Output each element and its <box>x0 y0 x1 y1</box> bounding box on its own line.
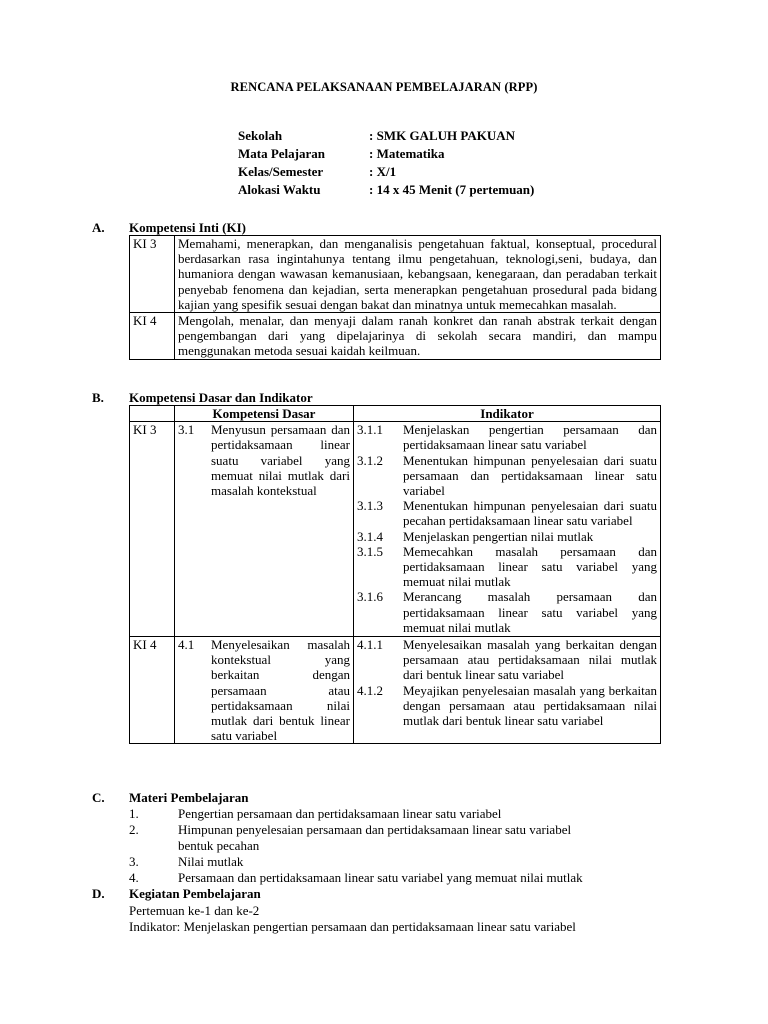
indicator-text: Memecahkan masalah persamaan dan pertidaksamaan linear satu variabel yang memuat nilai mutlak <box>403 543 657 590</box>
section-title: Materi Pembelajaran <box>129 790 249 805</box>
indicator-cell <box>354 422 661 637</box>
info-label: Kelas/Semester <box>238 164 324 179</box>
section-letter: B. <box>92 390 104 405</box>
section-title: Kompetensi Dasar dan Indikator <box>129 390 313 405</box>
header-empty <box>130 406 175 422</box>
kd-cell <box>175 637 354 744</box>
indicator-item <box>357 529 657 544</box>
indicator-text: Merancang masalah persamaan dan pertidaksamaan linear satu variabel yang memuat nilai mutlak <box>403 589 657 635</box>
kd-number: 4.1 <box>178 637 195 653</box>
table-header-row <box>130 406 661 422</box>
indicator-number: 3.1.3 <box>357 498 383 514</box>
indicator-text: Menyelesaikan masalah yang berkaitan dengan persamaan atau pertidaksamaan nilai mutlak dari bentuk linear satu variabel <box>403 637 657 683</box>
indicator-item <box>357 589 657 635</box>
indicator-number: 4.1.2 <box>357 682 383 698</box>
materi-list <box>129 806 583 886</box>
info-label: Sekolah <box>238 128 283 143</box>
ki-text: Memahami, menerapkan, dan menganalisis pengetahuan faktual, konseptual, procedural berdasarkan rasa ingintahunya tentang ilmu pengetahuan, teknologi,seni, budaya, dan humaniora dengan wawasan kemanusiaan, kebangsaan, kenegaraan, dan peradaban terkait penyebab fenomena dan kejadian, serta menerapkan pengetahuan prosedural pada bidang kajian yang spesifik sesuai dengan bakat dan minatnya untuk memecahkan masalah. <box>175 236 661 313</box>
table-row <box>130 422 661 637</box>
list-number: 3. <box>129 854 139 869</box>
indicator-text: Menjelaskan pengertian persamaan dan pertidaksamaan linear satu variabel <box>403 422 657 453</box>
document-title: RENCANA PELAKSANAAN PEMBELAJARAN (RPP) <box>230 80 538 94</box>
kd-item <box>178 422 350 498</box>
list-item <box>129 806 583 822</box>
kd-table <box>129 405 661 744</box>
section-c-heading <box>92 790 248 805</box>
ki-code: KI 4 <box>130 313 175 360</box>
info-row-kelas-semester <box>238 164 534 182</box>
indicator-item <box>357 498 657 528</box>
table-row <box>130 313 661 360</box>
info-block <box>238 128 534 200</box>
indicator-item <box>357 683 657 729</box>
header-indikator: Indikator <box>354 406 661 422</box>
info-row-mata-pelajaran <box>238 146 534 164</box>
list-text: Himpunan penyelesaian persamaan dan pertidaksamaan linear satu variabel <box>178 822 572 837</box>
indicator-number: 4.1.1 <box>357 637 383 653</box>
kd-number: 3.1 <box>178 422 195 438</box>
section-b-heading <box>92 390 313 405</box>
section-letter: A. <box>92 220 105 235</box>
indicator-number: 3.1.5 <box>357 543 383 559</box>
indicator-number: 3.1.4 <box>357 528 383 544</box>
table-row <box>130 236 661 313</box>
section-title: Kompetensi Inti (KI) <box>129 220 246 235</box>
list-number: 1. <box>129 806 139 821</box>
kd-item <box>178 637 350 743</box>
kd-text: Menyusun persamaan dan pertidaksamaan linear suatu variabel yang memuat nilai mutlak dari masalah kontekstual <box>211 422 350 499</box>
info-label: Alokasi Waktu <box>238 182 321 197</box>
indicator-item <box>357 637 657 683</box>
indicator-text: Meyajikan penyelesaian masalah yang berkaitan dengan persamaan atau pertidaksamaan nilai mutlak dari bentuk linear satu variabel <box>403 682 657 729</box>
pertemuan-line: Pertemuan ke-1 dan ke-2 <box>129 903 260 918</box>
list-text: bentuk pecahan <box>178 838 260 853</box>
ki-code: KI 3 <box>130 422 175 637</box>
indicator-text: Menentukan himpunan penyelesaian dari suatu persamaan dan pertidaksamaan linear satu variabel <box>403 452 657 499</box>
list-number: 2. <box>129 822 139 837</box>
section-letter: C. <box>92 790 105 805</box>
list-item <box>129 870 583 886</box>
info-value: : Matematika <box>369 146 445 161</box>
info-label: Mata Pelajaran <box>238 146 326 161</box>
list-item-continuation <box>129 838 583 854</box>
info-row-sekolah <box>238 128 534 146</box>
section-a-heading <box>92 220 246 235</box>
indicator-text: Menentukan himpunan penyelesaian dari suatu pecahan pertidaksamaan linear satu variabel <box>403 498 657 529</box>
indicator-cell <box>354 637 661 744</box>
indicator-number: 3.1.1 <box>357 422 383 438</box>
list-text: Persamaan dan pertidaksamaan linear satu variabel yang memuat nilai mutlak <box>178 870 583 885</box>
list-text: Nilai mutlak <box>178 854 244 869</box>
indicator-text: Menjelaskan pengertian nilai mutlak <box>403 528 594 544</box>
ki-table <box>129 235 661 360</box>
list-text: Pengertian persamaan dan pertidaksamaan linear satu variabel <box>178 806 502 821</box>
indicator-item <box>357 422 657 452</box>
indicator-item <box>357 453 657 499</box>
indicator-number: 3.1.6 <box>357 589 383 605</box>
kd-text: Menyelesaikan masalah kontekstual yang berkaitan dengan persamaan atau pertidaksamaan nilai mutlak dari bentuk linear satu variabel <box>211 637 350 744</box>
section-title: Kegiatan Pembelajaran <box>129 886 261 901</box>
indicator-item <box>357 544 657 590</box>
info-value: : X/1 <box>369 164 397 179</box>
list-item <box>129 822 583 838</box>
info-row-alokasi-waktu <box>238 182 534 200</box>
kd-cell <box>175 422 354 637</box>
info-value: : SMK GALUH PAKUAN <box>369 128 516 143</box>
list-item <box>129 854 583 870</box>
indicator-number: 3.1.2 <box>357 452 383 468</box>
table-row <box>130 637 661 744</box>
section-d-heading <box>92 886 261 901</box>
indikator-line: Indikator: Menjelaskan pengertian persamaan dan pertidaksamaan linear satu variabel <box>129 919 576 934</box>
list-number: 4. <box>129 870 139 885</box>
ki-text: Mengolah, menalar, dan menyaji dalam ranah konkret dan ranah abstrak terkait dengan pengembangan dari yang dipelajarinya di sekolah secara mandiri, dan mampu menggunakan metoda sesuai kaidah keilmuan. <box>175 313 661 360</box>
info-value: : 14 x 45 Menit (7 pertemuan) <box>369 182 535 197</box>
ki-code: KI 3 <box>130 236 175 313</box>
ki-code: KI 4 <box>130 637 175 744</box>
header-kd: Kompetensi Dasar <box>175 406 354 422</box>
section-letter: D. <box>92 886 105 901</box>
